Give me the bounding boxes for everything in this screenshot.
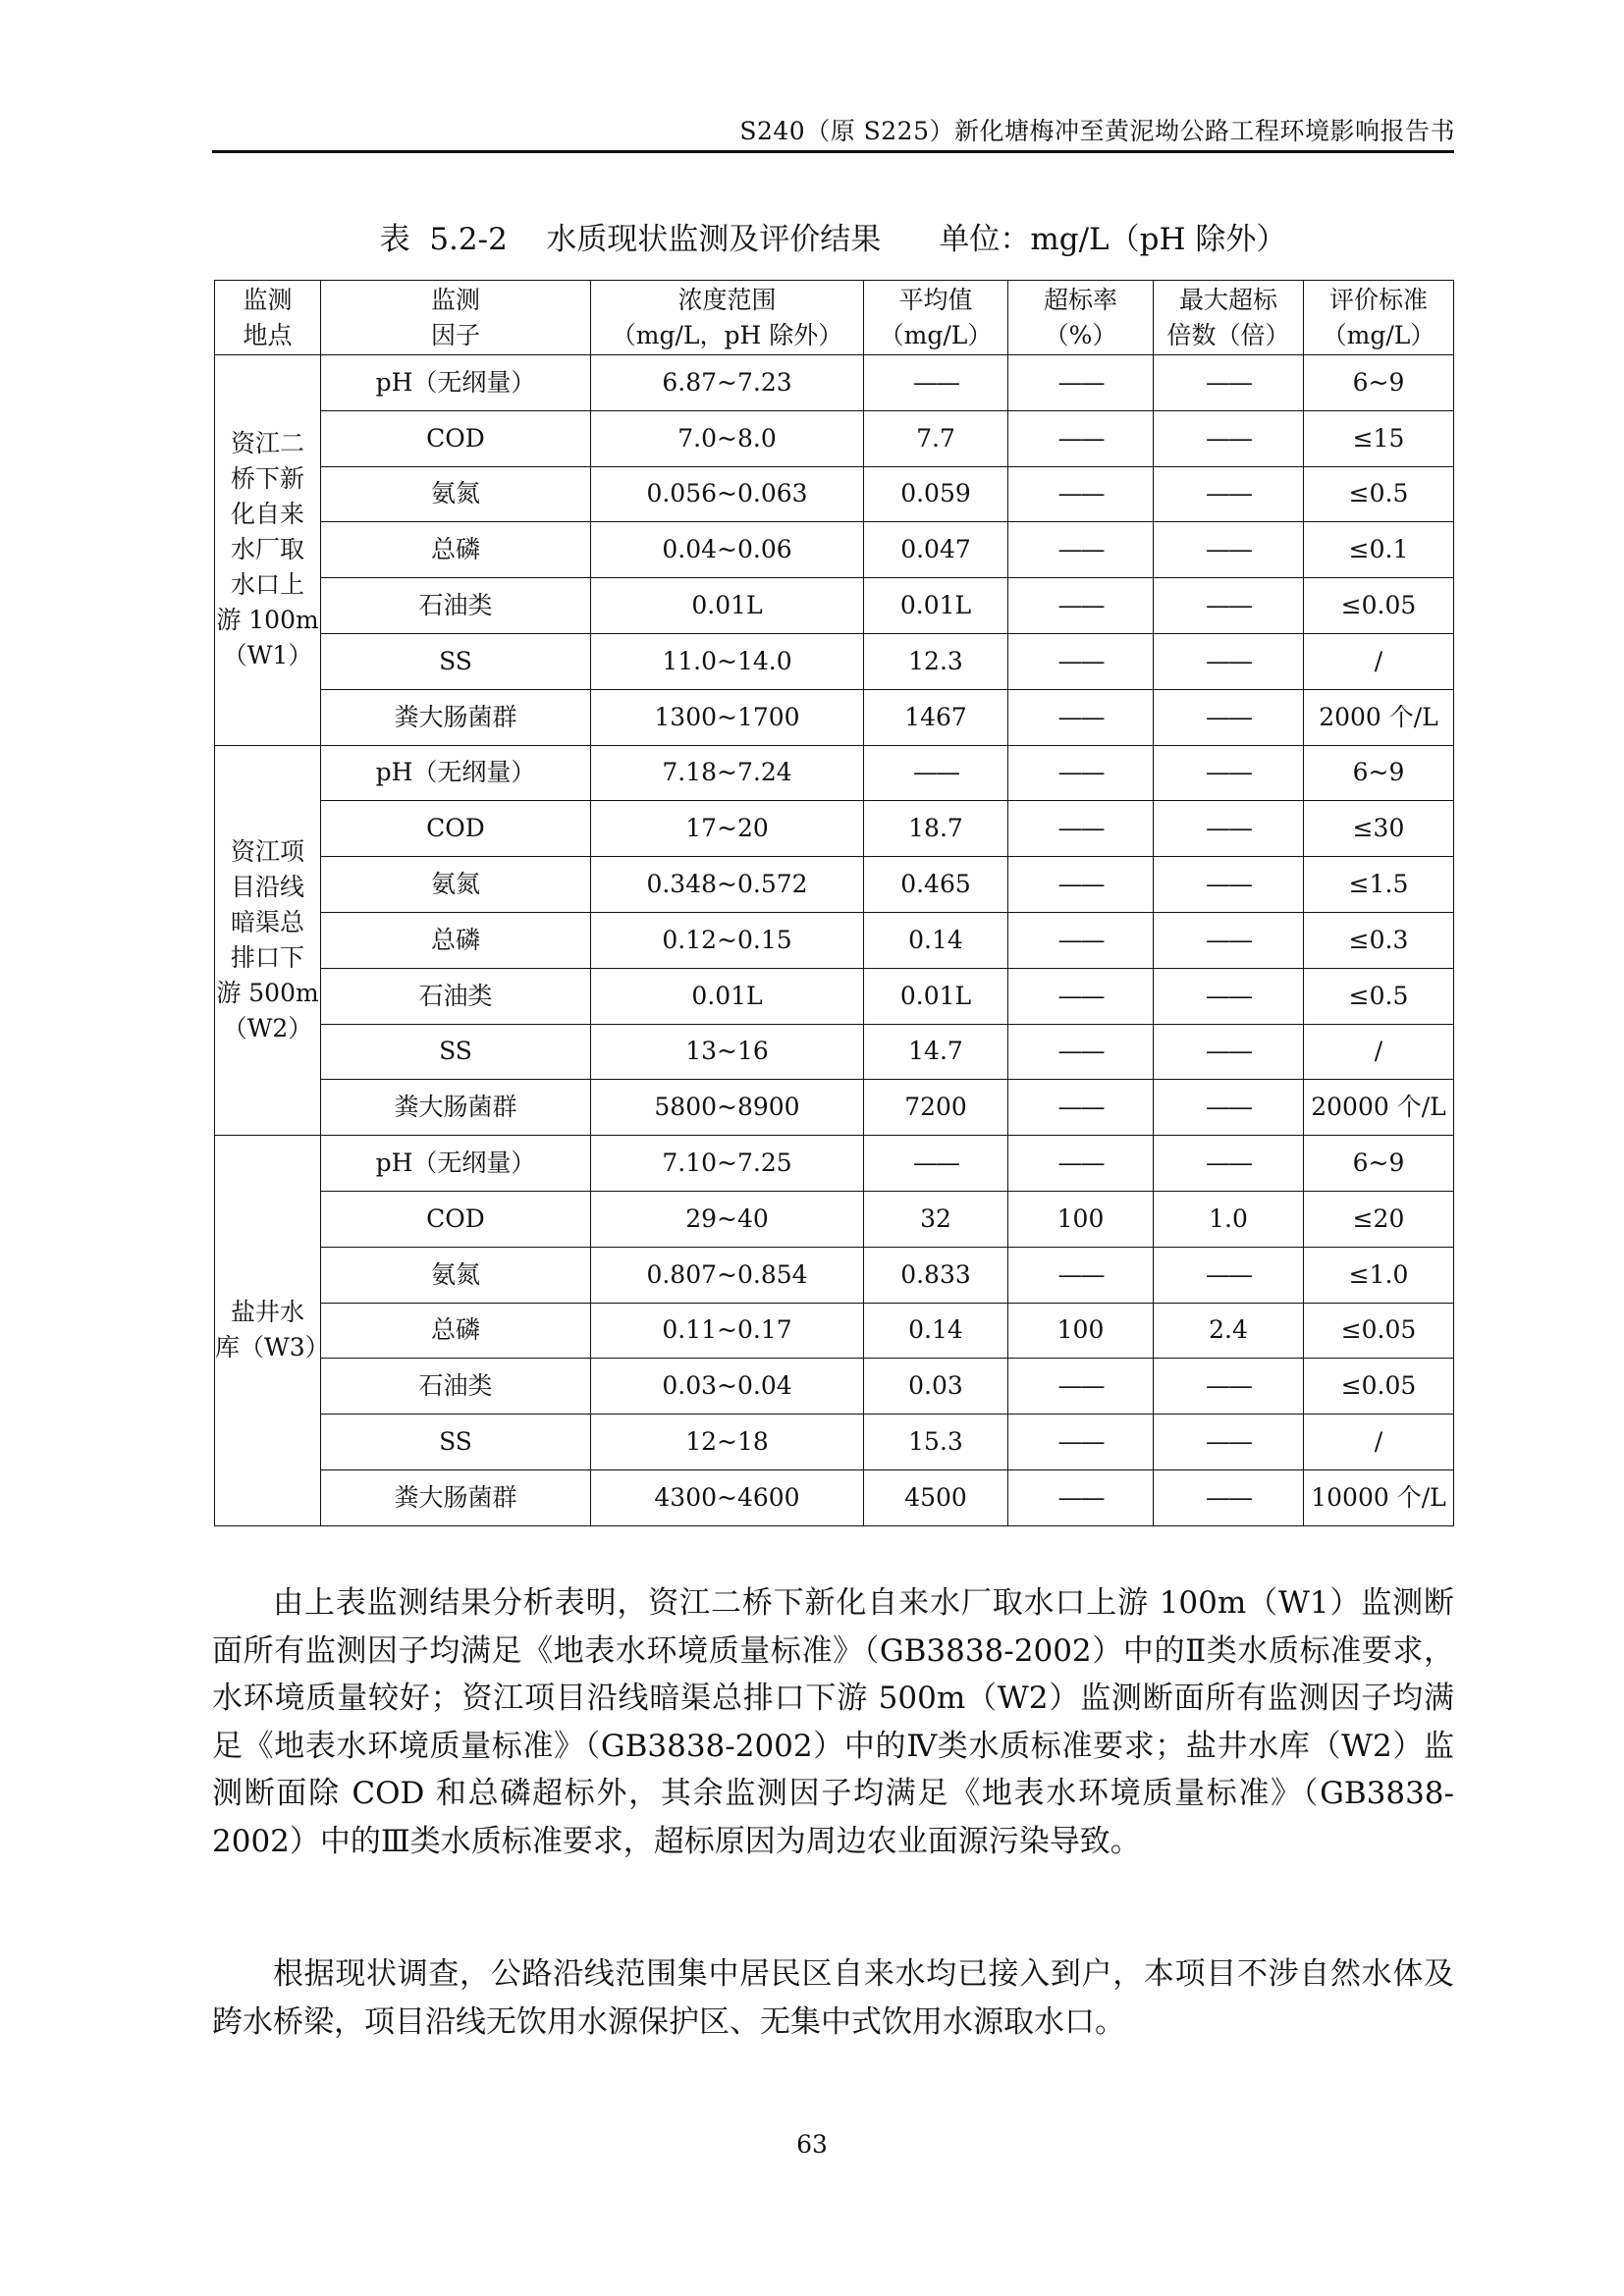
average-cell: 7.7	[864, 410, 1008, 466]
standard-cell: 2000 个/L	[1304, 689, 1454, 745]
standard-cell: /	[1304, 1415, 1454, 1470]
factor-cell: 氨氮	[321, 857, 591, 913]
range-cell: 7.0~8.0	[591, 410, 864, 466]
range-cell: 13~16	[591, 1024, 864, 1080]
max-exceed-cell: ——	[1154, 689, 1304, 745]
location-line: 游 500m	[216, 978, 319, 1007]
table-row	[215, 1469, 1454, 1525]
factor-cell: COD	[321, 1191, 591, 1247]
average-cell: 0.059	[864, 466, 1008, 522]
range-cell: 0.01L	[591, 578, 864, 634]
standard-cell: ≤0.5	[1304, 466, 1454, 522]
table-row	[215, 912, 1454, 968]
factor-cell: pH（无纲量）	[321, 355, 591, 411]
factor-cell: 石油类	[321, 578, 591, 634]
range-cell: 7.18~7.24	[591, 745, 864, 801]
table-row	[215, 578, 1454, 634]
exceed-rate-cell: ——	[1008, 522, 1154, 578]
exceed-rate-cell: ——	[1008, 1024, 1154, 1080]
standard-cell: 10000 个/L	[1304, 1469, 1454, 1525]
max-exceed-cell: 1.0	[1154, 1191, 1304, 1247]
column-header-standard: 评价标准 （mg/L）	[1304, 281, 1454, 355]
water-quality-table	[214, 280, 1454, 1526]
max-exceed-cell: ——	[1154, 1359, 1304, 1415]
column-header-factor: 监测 因子	[321, 281, 591, 355]
location-line: 资江二	[230, 429, 304, 458]
table-row	[215, 355, 1454, 411]
average-cell: ——	[864, 355, 1008, 411]
factor-cell: 总磷	[321, 522, 591, 578]
max-exceed-cell: ——	[1154, 466, 1304, 522]
location-line: 桥下新	[230, 464, 304, 494]
exceed-rate-cell: 100	[1008, 1303, 1154, 1359]
factor-cell: 总磷	[321, 1303, 591, 1359]
table-row	[215, 745, 1454, 801]
standard-cell: ≤0.05	[1304, 578, 1454, 634]
table-row	[215, 1359, 1454, 1415]
standard-cell: 6~9	[1304, 745, 1454, 801]
standard-cell: ≤1.5	[1304, 857, 1454, 913]
standard-cell: ≤30	[1304, 801, 1454, 857]
standard-cell: ≤15	[1304, 410, 1454, 466]
average-cell: 0.01L	[864, 578, 1008, 634]
table-row	[215, 633, 1454, 689]
column-header-range: 浓度范围 （mg/L，pH 除外）	[591, 281, 864, 355]
running-header: S240（原 S225）新化塘梅冲至黄泥坳公路工程环境影响报告书	[739, 117, 1455, 145]
average-cell: ——	[864, 745, 1008, 801]
table-row	[215, 1303, 1454, 1359]
exceed-rate-cell: ——	[1008, 968, 1154, 1024]
average-cell: 0.14	[864, 1303, 1008, 1359]
average-cell: 14.7	[864, 1024, 1008, 1080]
location-line: 库（W3）	[215, 1333, 330, 1362]
max-exceed-cell: ——	[1154, 355, 1304, 411]
column-header-max-exceed: 最大超标 倍数（倍）	[1154, 281, 1304, 355]
average-cell: 1467	[864, 689, 1008, 745]
range-cell: 0.12~0.15	[591, 912, 864, 968]
location-cell	[215, 745, 321, 1136]
standard-cell: /	[1304, 633, 1454, 689]
standard-cell: 6~9	[1304, 355, 1454, 411]
standard-cell: 20000 个/L	[1304, 1080, 1454, 1136]
average-cell: 0.03	[864, 1359, 1008, 1415]
column-header-average: 平均值 （mg/L）	[864, 281, 1008, 355]
location-cell	[215, 355, 321, 746]
range-cell: 1300~1700	[591, 689, 864, 745]
factor-cell: SS	[321, 633, 591, 689]
table-row	[215, 968, 1454, 1024]
max-exceed-cell: ——	[1154, 578, 1304, 634]
max-exceed-cell: ——	[1154, 1247, 1304, 1303]
table-row	[215, 1136, 1454, 1192]
standard-cell: ≤0.05	[1304, 1303, 1454, 1359]
exceed-rate-cell: ——	[1008, 1359, 1154, 1415]
factor-cell: SS	[321, 1415, 591, 1470]
factor-cell: 石油类	[321, 1359, 591, 1415]
location-line: 资江项	[230, 836, 304, 866]
table-row	[215, 857, 1454, 913]
table-row	[215, 1191, 1454, 1247]
average-cell: 0.047	[864, 522, 1008, 578]
factor-cell: 氨氮	[321, 466, 591, 522]
paragraph-1: 由上表监测结果分析表明，资江二桥下新化自来水厂取水口上游 100m（W1）监测断面所有监测因子均满足《地表水环境质量标准》（GB3838-2002）中的Ⅱ类水质标准要求，水环境质量较好；资江项目沿线暗渠总排口下游 500m（W2）监测断面所有监测因子均满足《地表水环境质量标准》（GB3838-2002）中的Ⅳ类水质标准要求；盐井水库（W2）监测断面除 COD 和总磷超标外，其余监测因子均满足《地表水环境质量标准》（GB3838-2002）中的Ⅲ类水质标准要求，超标原因为周边农业面源污染导致。	[212, 1585, 1454, 1859]
average-cell: 15.3	[864, 1415, 1008, 1470]
range-cell: 7.10~7.25	[591, 1136, 864, 1192]
average-cell: 0.465	[864, 857, 1008, 913]
location-cell	[215, 1136, 330, 1526]
average-cell: 32	[864, 1191, 1008, 1247]
standard-cell: 6~9	[1304, 1136, 1454, 1192]
exceed-rate-cell: ——	[1008, 1136, 1154, 1192]
factor-cell: COD	[321, 410, 591, 466]
range-cell: 6.87~7.23	[591, 355, 864, 411]
exceed-rate-cell: ——	[1008, 578, 1154, 634]
exceed-rate-cell: ——	[1008, 1080, 1154, 1136]
range-cell: 0.807~0.854	[591, 1247, 864, 1303]
max-exceed-cell: ——	[1154, 801, 1304, 857]
location-line: 排口下	[230, 942, 304, 972]
exceed-rate-cell: ——	[1008, 1415, 1154, 1470]
table-row	[215, 410, 1454, 466]
average-cell: 0.01L	[864, 968, 1008, 1024]
paragraph-2: 根据现状调查，公路沿线范围集中居民区自来水均已接入到户，本项目不涉自然水体及跨水桥梁，项目沿线无饮用水源保护区、无集中式饮用水源取水口。	[212, 1956, 1454, 2040]
table-row	[215, 1080, 1454, 1136]
factor-cell: pH（无纲量）	[321, 745, 591, 801]
location-line: 暗渠总	[230, 907, 304, 936]
range-cell: 17~20	[591, 801, 864, 857]
location-line: （W1）	[222, 641, 313, 670]
average-cell: 12.3	[864, 633, 1008, 689]
exceed-rate-cell: 100	[1008, 1191, 1154, 1247]
table-row	[215, 1024, 1454, 1080]
location-line: 目沿线	[230, 872, 304, 901]
table-row	[215, 1415, 1454, 1470]
exceed-rate-cell: ——	[1008, 689, 1154, 745]
standard-cell: ≤0.05	[1304, 1359, 1454, 1415]
max-exceed-cell: ——	[1154, 633, 1304, 689]
standard-cell: ≤0.1	[1304, 522, 1454, 578]
max-exceed-cell: ——	[1154, 857, 1304, 913]
range-cell: 0.03~0.04	[591, 1359, 864, 1415]
exceed-rate-cell: ——	[1008, 466, 1154, 522]
location-line: 化自来	[230, 500, 304, 529]
analysis-paragraph	[212, 1579, 1454, 1866]
average-cell: 18.7	[864, 801, 1008, 857]
exceed-rate-cell: ——	[1008, 410, 1154, 466]
exceed-rate-cell: ——	[1008, 355, 1154, 411]
factor-cell: SS	[321, 1024, 591, 1080]
table-caption: 表 5.2-2 水质现状监测及评价结果 单位：mg/L（pH 除外）	[379, 222, 1287, 257]
max-exceed-cell: ——	[1154, 1415, 1304, 1470]
location-line: 水口上	[230, 570, 304, 600]
factor-cell: 总磷	[321, 912, 591, 968]
table-header-row	[215, 281, 1454, 355]
exceed-rate-cell: ——	[1008, 745, 1154, 801]
max-exceed-cell: 2.4	[1154, 1303, 1304, 1359]
column-header-exceed-rate: 超标率 （%）	[1008, 281, 1154, 355]
factor-cell: COD	[321, 801, 591, 857]
average-cell: 7200	[864, 1080, 1008, 1136]
average-cell: ——	[864, 1136, 1008, 1192]
exceed-rate-cell: ——	[1008, 1469, 1154, 1525]
factor-cell: 粪大肠菌群	[321, 689, 591, 745]
range-cell: 0.348~0.572	[591, 857, 864, 913]
table-row	[215, 466, 1454, 522]
average-cell: 0.14	[864, 912, 1008, 968]
standard-cell: ≤0.5	[1304, 968, 1454, 1024]
exceed-rate-cell: ——	[1008, 801, 1154, 857]
column-header-location: 监测 地点	[215, 281, 321, 355]
range-cell: 0.01L	[591, 968, 864, 1024]
factor-cell: 石油类	[321, 968, 591, 1024]
standard-cell: /	[1304, 1024, 1454, 1080]
header-divider	[212, 150, 1454, 153]
location-line: （W2）	[222, 1013, 313, 1042]
table-row	[215, 1247, 1454, 1303]
exceed-rate-cell: ——	[1008, 912, 1154, 968]
location-line: 游 100m	[216, 606, 319, 635]
range-cell: 0.11~0.17	[591, 1303, 864, 1359]
standard-cell: ≤0.3	[1304, 912, 1454, 968]
max-exceed-cell: ——	[1154, 745, 1304, 801]
average-cell: 0.833	[864, 1247, 1008, 1303]
max-exceed-cell: ——	[1154, 1080, 1304, 1136]
factor-cell: pH（无纲量）	[321, 1136, 591, 1192]
max-exceed-cell: ——	[1154, 912, 1304, 968]
page-number: 63	[796, 2130, 828, 2159]
range-cell: 4300~4600	[591, 1469, 864, 1525]
max-exceed-cell: ——	[1154, 410, 1304, 466]
factor-cell: 粪大肠菌群	[321, 1080, 591, 1136]
range-cell: 12~18	[591, 1415, 864, 1470]
max-exceed-cell: ——	[1154, 1136, 1304, 1192]
max-exceed-cell: ——	[1154, 522, 1304, 578]
exceed-rate-cell: ——	[1008, 1247, 1154, 1303]
exceed-rate-cell: ——	[1008, 857, 1154, 913]
range-cell: 0.056~0.063	[591, 466, 864, 522]
factor-cell: 粪大肠菌群	[321, 1469, 591, 1525]
max-exceed-cell: ——	[1154, 968, 1304, 1024]
standard-cell: ≤20	[1304, 1191, 1454, 1247]
range-cell: 0.04~0.06	[591, 522, 864, 578]
location-line: 水厂取	[230, 535, 304, 564]
table-row	[215, 522, 1454, 578]
standard-cell: ≤1.0	[1304, 1247, 1454, 1303]
table-row	[215, 801, 1454, 857]
max-exceed-cell: ——	[1154, 1469, 1304, 1525]
range-cell: 11.0~14.0	[591, 633, 864, 689]
max-exceed-cell: ——	[1154, 1024, 1304, 1080]
survey-paragraph	[212, 1950, 1454, 2046]
range-cell: 5800~8900	[591, 1080, 864, 1136]
factor-cell: 氨氮	[321, 1247, 591, 1303]
location-line: 盐井水	[230, 1298, 304, 1327]
exceed-rate-cell: ——	[1008, 633, 1154, 689]
average-cell: 4500	[864, 1469, 1008, 1525]
range-cell: 29~40	[591, 1191, 864, 1247]
table-row	[215, 689, 1454, 745]
